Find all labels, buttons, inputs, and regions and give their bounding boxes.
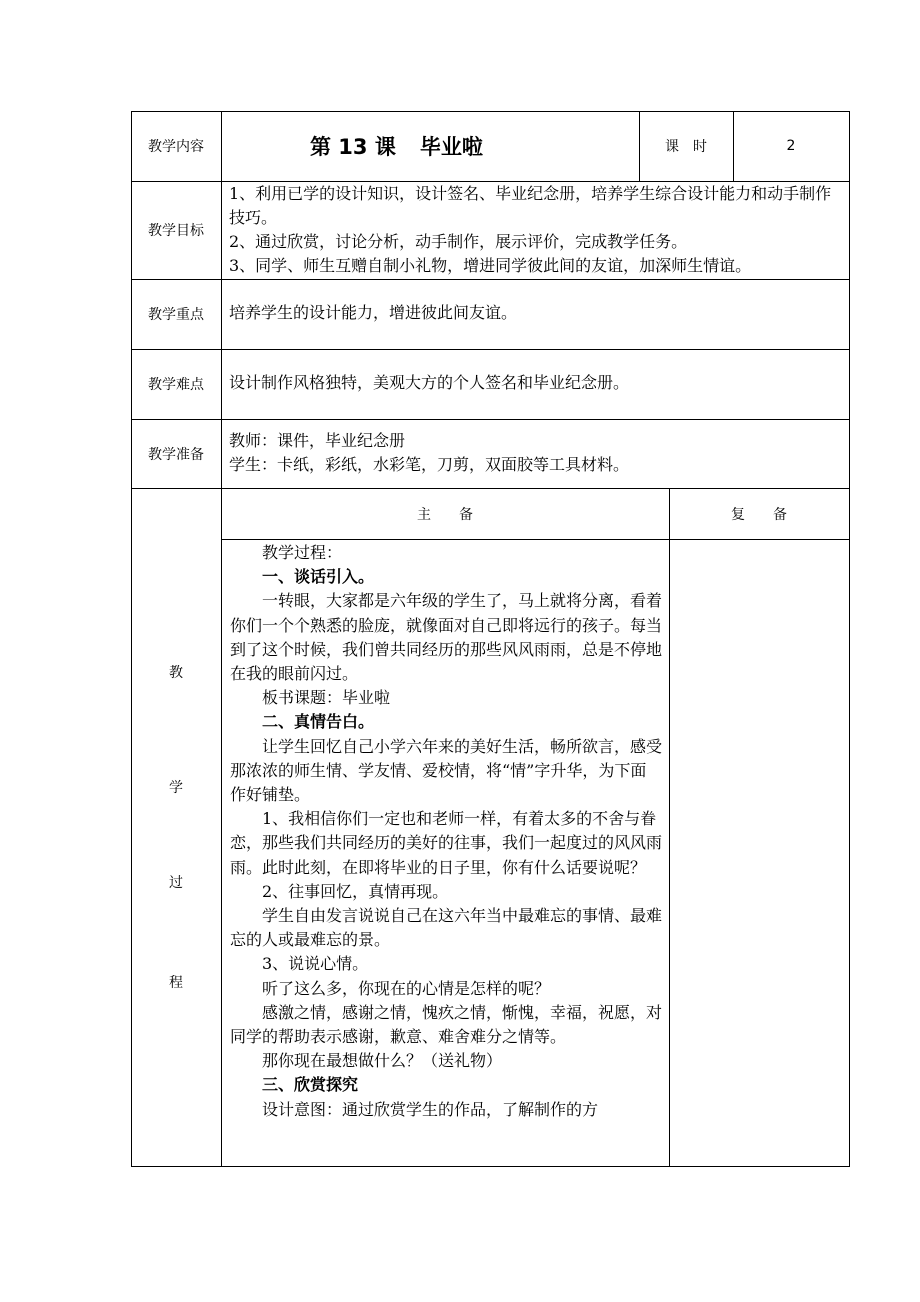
table-divider: [131, 419, 850, 420]
period-label: 课 时: [665, 139, 707, 155]
lesson-name: 毕业啦: [419, 135, 483, 159]
process-label-char: 教: [169, 665, 183, 681]
process-paragraph: 让学生回忆自己小学六年来的美好生活，畅所欲言，感受那浓浓的师生情、学友情、爱校情，将“情”字升华，为下面作好铺垫。: [230, 736, 663, 805]
main-prep-header: 主 备: [417, 506, 473, 523]
preparation-teacher: 教师：课件，毕业纪念册: [229, 431, 406, 450]
key-points-label: 教学重点: [148, 307, 204, 323]
process-paragraph: 学生自由发言说说自己在这六年当中最难忘的事情、最难忘的人或最难忘的景。: [230, 906, 663, 950]
process-paragraph: 板书课题：毕业啦: [262, 688, 391, 708]
difficulties-label: 教学难点: [148, 377, 204, 393]
lesson-number: 第 13 课: [310, 135, 396, 159]
process-paragraph: 3、说说心情。: [262, 954, 369, 974]
process-paragraph: 那你现在最想做什么？（送礼物）: [262, 1051, 503, 1071]
key-points-content: [229, 301, 841, 325]
table-divider: [131, 349, 850, 350]
table-divider: [669, 488, 670, 1167]
process-paragraph: 教学过程：: [262, 543, 343, 562]
table-divider: [221, 111, 222, 1167]
process-label-char: 学: [169, 780, 183, 796]
difficulties-text: 设计制作风格独特，美观大方的个人签名和毕业纪念册。: [229, 373, 630, 392]
process-content: [230, 541, 662, 1122]
table-border-bottom: [131, 1166, 850, 1167]
key-points-text: 培养学生的设计能力，增进彼此间友谊。: [229, 303, 518, 322]
lesson-title: [310, 111, 483, 181]
objective-item: 1、利用已学的设计知识，设计签名、毕业纪念册，培养学生综合设计能力和动手制作技巧。: [229, 184, 832, 227]
process-heading: 一、谈话引入。: [262, 567, 375, 587]
review-prep-header: 复 备: [731, 506, 787, 523]
period-value: 2: [786, 138, 796, 154]
process-label-char: 程: [169, 975, 183, 991]
difficulties-content: [229, 371, 841, 395]
process-paragraph: 一转眼，大家都是六年级的学生了，马上就将分离，看着你们一个个熟悉的脸庞，就像面对自己即将远行的孩子。每当到了这个时候，我们曾共同经历的那些风风雨雨，总是不停地在我的眼前闪过。: [230, 591, 663, 684]
preparation-students: 学生：卡纸，彩纸，水彩笔，刀剪，双面胶等工具材料。: [229, 455, 630, 474]
process-heading: 三、欣赏探究: [262, 1075, 359, 1095]
table-border-right: [849, 111, 850, 1167]
objectives-content: [229, 182, 841, 278]
process-paragraph: 2、往事回忆，真情再现。: [262, 881, 449, 901]
preparation-content: [229, 429, 841, 477]
process-paragraph: 1、我相信你们一定也和老师一样，有着太多的不舍与眷恋，那些我们共同经历的美好的往事，我们一起度过的风风雨雨。此时此刻，在即将毕业的日子里，你有什么话要说呢？: [230, 809, 663, 877]
table-divider: [221, 539, 850, 540]
objectives-label: 教学目标: [148, 223, 204, 239]
process-paragraph: 感激之情，感谢之情，愧疚之情，惭愧，幸福，祝愿，对同学的帮助表示感谢，歉意、难舍难分之情等。: [230, 1002, 663, 1047]
preparation-label: 教学准备: [148, 446, 204, 463]
content-label: 教学内容: [148, 139, 204, 155]
process-paragraph: 听了这么多，你现在的心情是怎样的呢？: [262, 978, 551, 998]
process-paragraph: 设计意图：通过欣赏学生的作品，了解制作的方: [262, 1099, 599, 1119]
table-divider: [131, 279, 850, 280]
objective-item: 2、通过欣赏，讨论分析，动手制作，展示评价，完成教学任务。: [229, 232, 688, 251]
objective-item: 3、同学、师生互赠自制小礼物，增进同学彼此间的友谊，加深师生情谊。: [229, 256, 752, 275]
process-label-char: 过: [169, 875, 183, 891]
process-heading: 二、真情告白。: [262, 712, 375, 732]
